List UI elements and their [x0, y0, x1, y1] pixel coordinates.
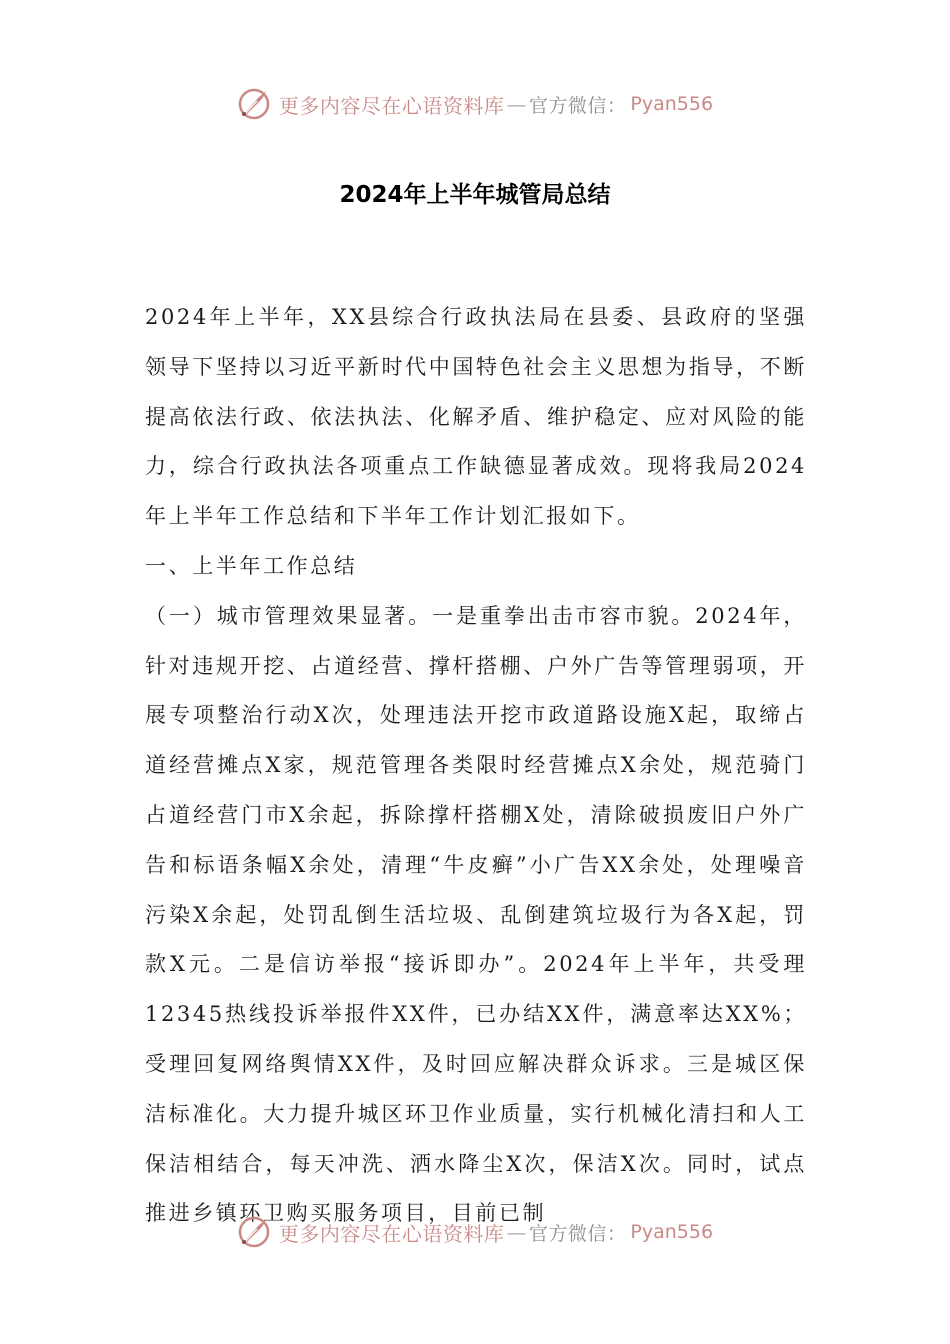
quill-logo-icon [237, 87, 271, 121]
watermark-wechat-id: Pyan556 [630, 1221, 714, 1243]
section-heading: 一、上半年工作总结 [145, 553, 358, 578]
watermark-header [0, 84, 950, 124]
watermark-label: 官方微信： [528, 94, 627, 117]
watermark-footer [0, 1212, 950, 1252]
watermark-brand: 更多内容尽在心语资料库 [278, 93, 505, 118]
watermark-brand: 更多内容尽在心语资料库 [278, 1221, 505, 1246]
section-paragraph: （一）城市管理效果显著。一是重拳出击市容市貌。2024年，针对违规开挖、占道经营、撑杆搭棚、户外广告等管理弱项，开展专项整治行动X次，处理违法开挖市政道路设施X起，取缔占道经营摊点X家，规范管理各类限时经营摊点X余处，规范骑门占道经营门市X余起，拆除撑杆搭棚X处，清除破损废旧户外广告和标语条幅X余处，清理“牛皮癣”小广告XX余处，处理噪音污染X余起，处罚乱倒生活垃圾、乱倒建筑垃圾行为各X起，罚款X元。二是信访举报“接诉即办”。2024年上半年，共受理12345热线投诉举报件XX件，已办结XX件，满意率达XX%；受理回复网络舆情XX件，及时回应解决群众诉求。三是城区保洁标准化。大力提升城区环卫作业质量，实行机械化清扫和人工保洁相结合，每天冲洗、洒水降尘X次，保洁X次。同时，试点推进乡镇环卫购买服务项目，目前已制 [145, 603, 807, 1226]
watermark-separator: — [506, 1220, 527, 1244]
intro-paragraph: 2024年上半年，XX县综合行政执法局在县委、县政府的坚强领导下坚持以习近平新时代中国特色社会主义思想为指导，不断提高依法行政、依法执法、化解矛盾、维护稳定、应对风险的能力，综合行政执法各项重点工作缺德显著成效。现将我局2024年上半年工作总结和下半年工作计划汇报如下。 [145, 305, 807, 529]
watermark-separator: — [506, 92, 527, 116]
document-title: 2024年上半年城管局总结 [339, 182, 611, 208]
watermark-wechat-id: Pyan556 [630, 93, 714, 115]
document-body [145, 293, 807, 1239]
quill-logo-icon [237, 1215, 271, 1249]
watermark-label: 官方微信： [528, 1222, 627, 1245]
